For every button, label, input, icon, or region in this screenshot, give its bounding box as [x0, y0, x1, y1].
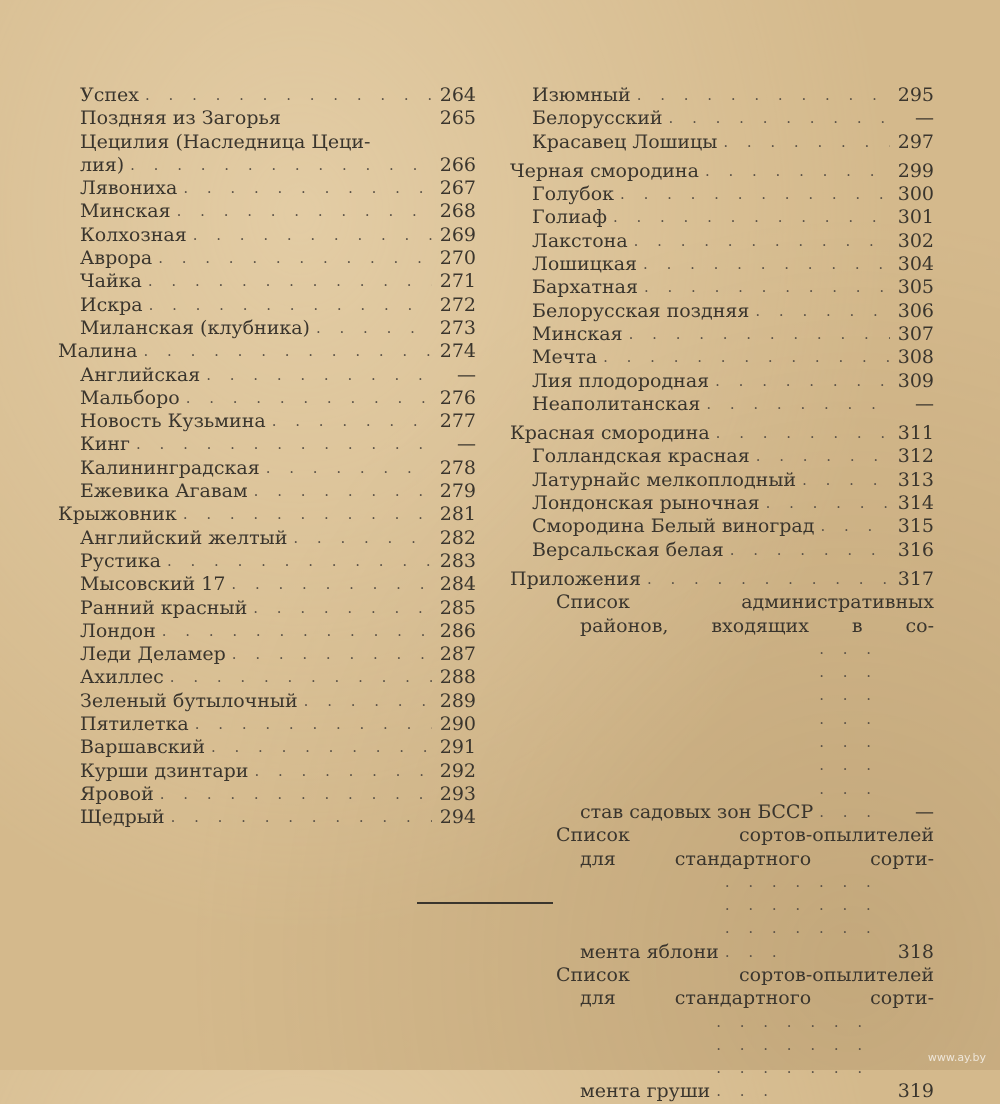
- toc-page-number: 274: [439, 340, 476, 363]
- toc-page-number: 284: [439, 573, 476, 596]
- dot-leader: [603, 346, 890, 369]
- dot-leader: [130, 154, 432, 177]
- toc-page-number: 308: [897, 346, 934, 369]
- dot-leader: [136, 433, 432, 456]
- dot-leader: [148, 270, 432, 293]
- dot-leader: [766, 492, 890, 515]
- appendix-entry-title-end: мента яблони: [580, 940, 719, 963]
- dot-leader: [304, 690, 432, 713]
- toc-entry: [58, 433, 476, 456]
- toc-entry-title: Минская: [80, 200, 171, 223]
- dot-leader: [149, 294, 432, 317]
- dot-leader: [706, 393, 890, 416]
- dot-leader: [167, 550, 432, 573]
- toc-entry-title: Малина: [58, 340, 138, 363]
- toc-entry: [58, 131, 476, 154]
- appendix-entry-line: районов, входящих в со-: [580, 614, 934, 637]
- toc-entry: [510, 300, 934, 323]
- dot-leader: [716, 1011, 890, 1104]
- toc-section-heading: [510, 568, 934, 591]
- toc-entry: [510, 370, 934, 393]
- toc-entry: [58, 294, 476, 317]
- toc-entry-title: Белорусская поздняя: [532, 299, 750, 322]
- toc-entry: [58, 387, 476, 410]
- toc-entry: [58, 410, 476, 433]
- toc-page-number: 287: [439, 643, 476, 666]
- toc-entry: [58, 84, 476, 107]
- toc-entry: [510, 492, 934, 515]
- toc-page-number: 302: [897, 229, 934, 252]
- toc-entry-title: Голиаф: [532, 206, 607, 229]
- toc-page-number: 282: [439, 526, 476, 549]
- appendix-entry-line: для стандартного сорти-: [580, 847, 934, 870]
- appendix-entry-last-line: [580, 1011, 934, 1104]
- toc-page-number: 319: [897, 1080, 934, 1103]
- dot-leader: [637, 84, 890, 107]
- toc-page-number: 292: [439, 759, 476, 782]
- toc-page-number: 317: [897, 567, 934, 590]
- toc-entry: [58, 736, 476, 759]
- toc-page-number: 299: [897, 159, 934, 182]
- toc-entry: [510, 253, 934, 276]
- toc-page-number: 277: [439, 410, 476, 433]
- toc-entry: [58, 783, 476, 806]
- dot-leader: [316, 317, 432, 340]
- dot-leader: [231, 573, 432, 596]
- dot-leader: [644, 276, 890, 299]
- dot-leader: [715, 370, 890, 393]
- toc-entry-title: Ахиллес: [80, 666, 164, 689]
- toc-entry: [510, 539, 934, 562]
- dot-leader: [195, 713, 432, 736]
- toc-entry: [58, 760, 476, 783]
- toc-entry: [510, 346, 934, 369]
- toc-entry-title: Цецилия (Наследница Цеци-: [80, 130, 371, 153]
- toc-entry-title: Колхозная: [80, 223, 187, 246]
- toc-entry-title: Лакстона: [532, 229, 628, 252]
- dot-leader: [725, 871, 890, 964]
- toc-page-number: 268: [439, 200, 476, 223]
- toc-entry: [58, 317, 476, 340]
- toc-page-number: 304: [897, 253, 934, 276]
- toc-entry: [58, 643, 476, 666]
- toc-entry-title: Неаполитанская: [532, 392, 701, 415]
- toc-page-number: 312: [897, 445, 934, 468]
- toc-entry-title: Черная смородина: [510, 159, 699, 182]
- toc-entry: [58, 666, 476, 689]
- toc-entry-title: Курши дзинтари: [80, 759, 249, 782]
- toc-page-number: 318: [897, 940, 934, 963]
- toc-entry-title: Кинг: [80, 433, 130, 456]
- toc-page-number: 314: [897, 492, 934, 515]
- dot-leader: [254, 480, 432, 503]
- toc-page-number: 311: [897, 422, 934, 445]
- appendix-entry-line: Список административных: [556, 591, 934, 614]
- toc-entry: [58, 270, 476, 293]
- dot-leader: [160, 783, 432, 806]
- toc-page-number: 316: [897, 538, 934, 561]
- toc-entry-title: Новость Кузьмина: [80, 410, 266, 433]
- toc-page-number: 281: [439, 503, 476, 526]
- appendix-entry: [510, 591, 934, 824]
- toc-entry-title: Пятилетка: [80, 713, 189, 736]
- toc-page-number: 290: [439, 713, 476, 736]
- toc-section-heading: [510, 160, 934, 183]
- toc-section-heading: [510, 422, 934, 445]
- toc-entry-title: Миланская (клубника): [80, 316, 310, 339]
- toc-entry: [58, 177, 476, 200]
- appendix-entry: [510, 964, 934, 1104]
- dot-leader: [620, 183, 890, 206]
- toc-page-number: 283: [439, 549, 476, 572]
- toc-page-number: 271: [439, 270, 476, 293]
- appendix-entry: [510, 824, 934, 964]
- toc-page-number: 279: [439, 480, 476, 503]
- toc-page-number: 264: [439, 84, 476, 106]
- toc-entry-title: Голландская красная: [532, 445, 750, 468]
- toc-page-number: 272: [439, 293, 476, 316]
- toc-entry: [58, 597, 476, 620]
- dot-leader: [730, 539, 890, 562]
- toc-page-number: 291: [439, 736, 476, 759]
- toc-entry-title: Красная смородина: [510, 422, 710, 445]
- appendix-entry-last-line: [580, 871, 934, 964]
- toc-entry-title: Латурнайс мелкоплодный: [532, 468, 797, 491]
- toc-entry: [58, 247, 476, 270]
- dot-leader: [162, 620, 432, 643]
- toc-entry-title: Английский желтый: [80, 526, 288, 549]
- toc-page-number: 294: [439, 806, 476, 829]
- toc-entry: [510, 84, 934, 107]
- toc-page-number: 301: [897, 206, 934, 229]
- dot-leader: [755, 300, 890, 323]
- toc-entry-title: Лия плодородная: [532, 369, 710, 392]
- toc-entry: [58, 806, 476, 829]
- toc-page-number: —: [915, 800, 934, 823]
- toc-entry-title: Успех: [80, 84, 139, 106]
- dot-leader: [254, 760, 432, 783]
- toc-entry-title: Мысовский 17: [80, 573, 226, 596]
- appendix-entry-line: Список сортов-опылителей: [556, 824, 934, 847]
- toc-entry: [510, 206, 934, 229]
- toc-page-number: 305: [897, 276, 934, 299]
- closing-rule: [417, 902, 553, 904]
- toc-entry: [58, 364, 476, 387]
- toc-entry-title: Щедрый: [80, 806, 165, 829]
- toc-section-heading: [58, 340, 476, 363]
- toc-page-number: 267: [439, 177, 476, 200]
- dot-leader: [669, 107, 890, 130]
- toc-entry-title: Мечта: [532, 346, 598, 369]
- dot-leader: [723, 131, 890, 154]
- toc-entry: [510, 323, 934, 346]
- toc-entry: [510, 183, 934, 206]
- toc-entry-title: Чайка: [80, 270, 142, 293]
- toc-page-number: —: [457, 433, 476, 456]
- dot-leader: [158, 247, 432, 270]
- toc-page-number: 309: [897, 369, 934, 392]
- dot-leader: [232, 643, 432, 666]
- toc-entry: [58, 200, 476, 223]
- toc-entry-title: Искра: [80, 293, 143, 316]
- dot-leader: [170, 666, 432, 689]
- toc-entry: [510, 445, 934, 468]
- toc-entry: [58, 154, 476, 177]
- toc-page-number: —: [915, 107, 934, 130]
- toc-page-number: 276: [439, 386, 476, 409]
- toc-entry: [510, 230, 934, 253]
- toc-page-number: 278: [439, 456, 476, 479]
- toc-entry-title: Голубок: [532, 183, 615, 206]
- toc-left-column: [58, 84, 476, 830]
- toc-entry: [510, 107, 934, 130]
- toc-entry-title: Приложения: [510, 567, 641, 590]
- dot-leader: [177, 200, 432, 223]
- toc-entry: [58, 620, 476, 643]
- dot-leader: [716, 422, 890, 445]
- toc-entry-title: Лошицкая: [532, 253, 638, 276]
- appendix-entry-title-end: став садовых зон БССР: [580, 800, 814, 823]
- toc-entry-title: Аврора: [80, 247, 153, 270]
- toc-entry-title: Красавец Лошицы: [532, 130, 718, 153]
- toc-page-number: 286: [439, 619, 476, 642]
- watermark: www.ay.by: [927, 1051, 986, 1064]
- appendix-entry-line: Список сортов-опылителей: [556, 963, 934, 986]
- dot-leader: [647, 568, 890, 591]
- toc-entry-title: лия): [80, 153, 125, 176]
- toc-entry-title: Яровой: [80, 782, 154, 805]
- toc-entry-title: Белорусский: [532, 107, 663, 130]
- toc-entry-title: Минская: [532, 322, 623, 345]
- toc-entry-title: Зеленый бутылочный: [80, 689, 298, 712]
- toc-entry: [58, 550, 476, 573]
- toc-entry: [58, 527, 476, 550]
- toc-entry-title: Варшавский: [80, 736, 205, 759]
- toc-page-number: 266: [439, 153, 476, 176]
- dot-leader: [756, 445, 890, 468]
- toc-page-number: 313: [897, 468, 934, 491]
- toc-entry: [510, 515, 934, 538]
- toc-page-number: 306: [897, 299, 934, 322]
- toc-entry: [58, 713, 476, 736]
- toc-entry-title: Лондон: [80, 619, 156, 642]
- toc-page-number: —: [457, 363, 476, 386]
- toc-entry-title: Калининградская: [80, 456, 260, 479]
- dot-leader: [211, 736, 432, 759]
- toc-entry: [58, 480, 476, 503]
- dot-leader: [293, 527, 432, 550]
- dot-leader: [186, 387, 432, 410]
- toc-entry: [58, 457, 476, 480]
- toc-page-number: 270: [439, 247, 476, 270]
- toc-entry: [58, 690, 476, 713]
- dot-leader: [705, 160, 890, 183]
- toc-entry-title: Бархатная: [532, 276, 638, 299]
- toc-section-heading: [58, 503, 476, 526]
- toc-page-number: 293: [439, 782, 476, 805]
- appendix-entry-line: для стандартного сорти-: [580, 987, 934, 1010]
- dot-leader: [266, 457, 432, 480]
- dot-leader: [253, 597, 432, 620]
- toc-entry-title: Версальская белая: [532, 538, 724, 561]
- toc-entry-title: Лондонская рыночная: [532, 492, 760, 515]
- dot-leader: [193, 224, 432, 247]
- toc-page-number: 288: [439, 666, 476, 689]
- toc-entry: [58, 573, 476, 596]
- toc-page-number: 315: [897, 515, 934, 538]
- toc-entry-title: Крыжовник: [58, 503, 177, 526]
- toc-page-number: 295: [897, 84, 934, 106]
- dot-leader: [634, 230, 890, 253]
- toc-page-number: 300: [897, 183, 934, 206]
- toc-entry-title: Английская: [80, 363, 201, 386]
- dot-leader: [613, 206, 890, 229]
- toc-page-number: 307: [897, 322, 934, 345]
- toc-page-number: 285: [439, 596, 476, 619]
- toc-entry: [510, 469, 934, 492]
- dot-leader: [272, 410, 432, 433]
- toc-right-column: [510, 84, 934, 1104]
- toc-page-number: 269: [439, 223, 476, 246]
- toc-page-number: 273: [439, 316, 476, 339]
- dot-leader: [145, 84, 432, 107]
- toc-page-number: —: [915, 392, 934, 415]
- toc-entry-title: Ранний красный: [80, 596, 248, 619]
- toc-entry-title: Ежевика Агавам: [80, 480, 248, 503]
- toc-entry-title: Мальборо: [80, 386, 180, 409]
- dot-leader: [206, 364, 432, 387]
- appendix-entry-title-end: мента груши: [580, 1080, 711, 1103]
- toc-entry-title: Изюмный: [532, 84, 631, 106]
- dot-leader: [629, 323, 890, 346]
- toc-entry: [510, 276, 934, 299]
- dot-leader: [819, 638, 890, 824]
- dot-leader: [183, 177, 432, 200]
- toc-entry-title: Смородина Белый виноград: [532, 515, 815, 538]
- toc-page-number: 289: [439, 689, 476, 712]
- appendix-entry-last-line: [580, 638, 934, 824]
- dot-leader: [144, 340, 432, 363]
- toc-page-number: 265: [439, 107, 476, 130]
- dot-leader: [171, 806, 432, 829]
- dot-leader: [802, 469, 890, 492]
- toc-entry: [510, 393, 934, 416]
- toc-entry: [58, 224, 476, 247]
- toc-entry-title: Лявониха: [80, 177, 178, 200]
- dot-leader: [820, 515, 890, 538]
- dot-leader: [643, 253, 890, 276]
- toc-entry: [58, 107, 476, 130]
- toc-entry: [510, 131, 934, 154]
- toc-entry-title: Поздняя из Загорья: [80, 107, 281, 130]
- dot-leader: [183, 503, 432, 526]
- toc-entry-title: Рустика: [80, 549, 161, 572]
- toc-entry-title: Леди Деламер: [80, 643, 226, 666]
- toc-page-number: 297: [897, 130, 934, 153]
